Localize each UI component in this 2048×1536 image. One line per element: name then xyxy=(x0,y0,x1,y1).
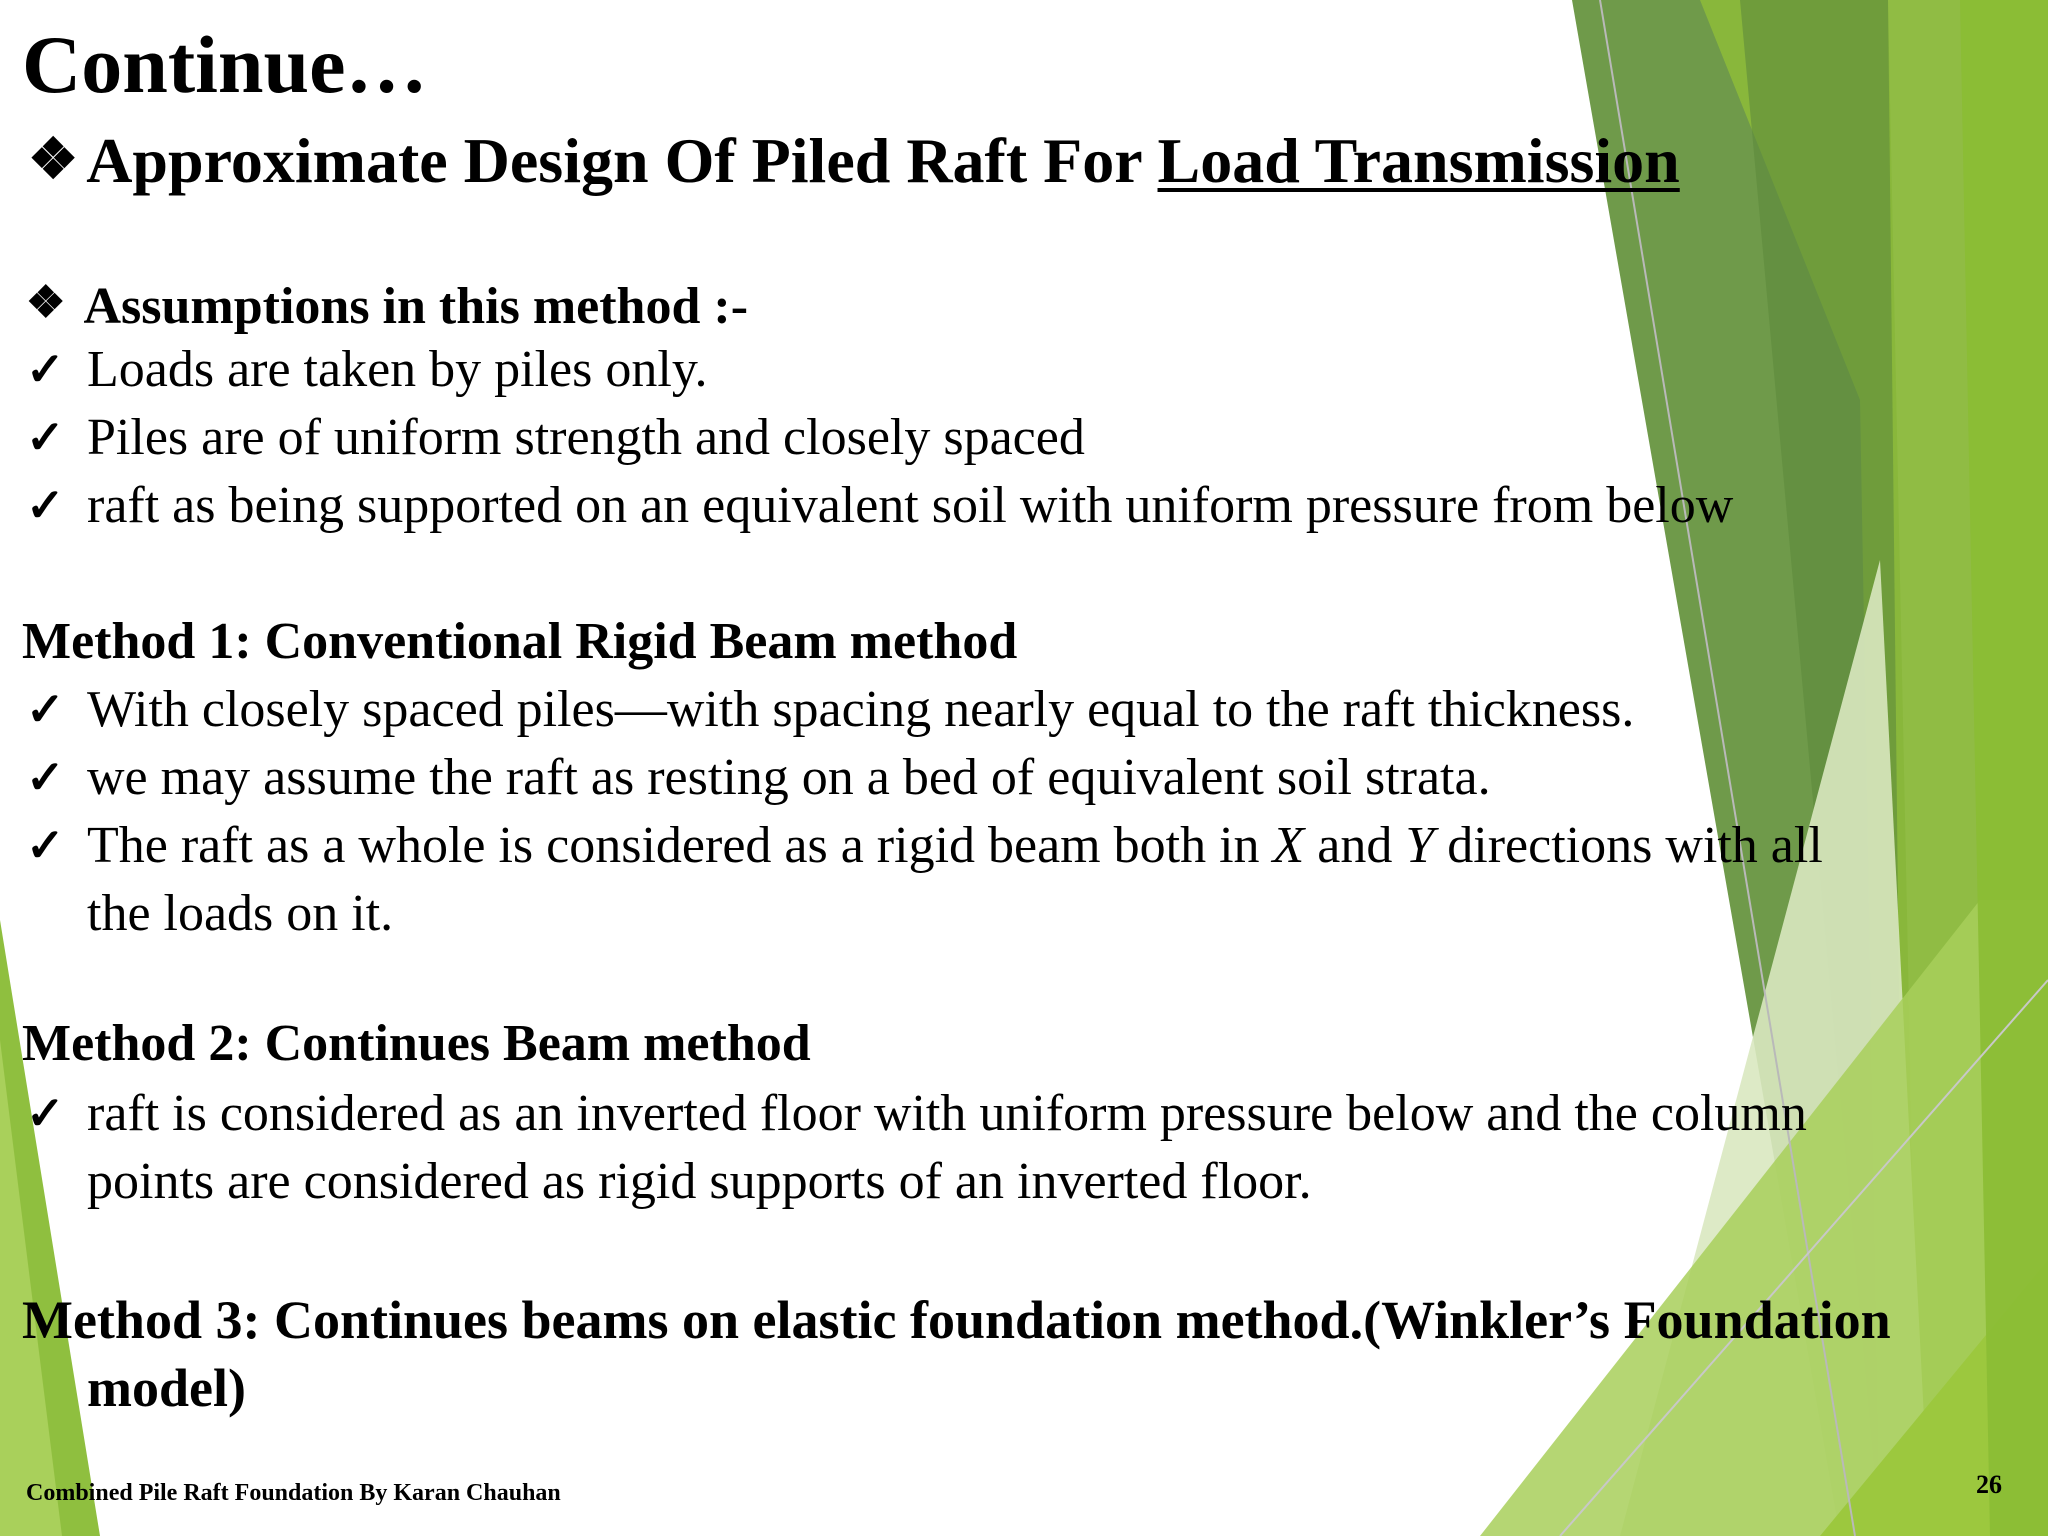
list-item-text: The raft as a whole is considered as a rigid beam both in X and Y directions with all xyxy=(87,817,1823,874)
checkmark-icon: ✓ xyxy=(26,820,65,871)
axis-x-letter: X xyxy=(1272,817,1305,874)
checkmark-icon: ✓ xyxy=(26,480,65,531)
assumptions-heading xyxy=(26,268,748,342)
subtitle-text: Approximate Design Of Piled Raft For xyxy=(86,125,1158,196)
slide-footer: Combined Pile Raft Foundation By Karan Chauhan xyxy=(26,1480,561,1506)
slide-title: Continue… xyxy=(22,19,428,110)
page-number: 26 xyxy=(1976,1470,2002,1499)
diamond-bullet-icon: ❖ xyxy=(28,129,79,191)
checkmark-icon: ✓ xyxy=(26,752,65,803)
method-3-heading-continuation: model) xyxy=(87,1358,246,1418)
list-item-text: raft is considered as an inverted floor with uniform pressure below and the column xyxy=(87,1085,1807,1142)
list-item-text: Piles are of uniform strength and closely spaced xyxy=(87,409,1085,466)
list-item-text: raft as being supported on an equivalent soil with uniform pressure from below xyxy=(87,477,1734,534)
list-item-text: Loads are taken by piles only. xyxy=(87,341,708,398)
list-item-continuation: the loads on it. xyxy=(87,885,394,942)
subtitle-underlined-text: Load Transmission xyxy=(1157,125,1680,196)
checkmark-icon: ✓ xyxy=(26,1088,65,1139)
method-3-heading: Method 3: Continues beams on elastic foundation method.(Winkler’s Foundation xyxy=(22,1290,1891,1350)
axis-y-letter: Y xyxy=(1405,817,1435,874)
list-item-text: With closely spaced piles—with spacing nearly equal to the raft thickness. xyxy=(87,681,1635,738)
checkmark-icon: ✓ xyxy=(26,344,65,395)
list-item-continuation: points are considered as rigid supports of an inverted floor. xyxy=(87,1153,1312,1210)
checkmark-icon: ✓ xyxy=(26,412,65,463)
checkmark-icon: ✓ xyxy=(26,684,65,735)
method-2-heading: Method 2: Continues Beam method xyxy=(22,1015,811,1072)
diamond-bullet-icon: ❖ xyxy=(26,278,66,327)
list-item-text: we may assume the raft as resting on a bed of equivalent soil strata. xyxy=(87,749,1491,806)
assumptions-heading-text: Assumptions in this method :- xyxy=(83,278,749,335)
slide-subtitle xyxy=(28,120,1680,201)
method-1-heading: Method 1: Conventional Rigid Beam method xyxy=(22,613,1018,670)
